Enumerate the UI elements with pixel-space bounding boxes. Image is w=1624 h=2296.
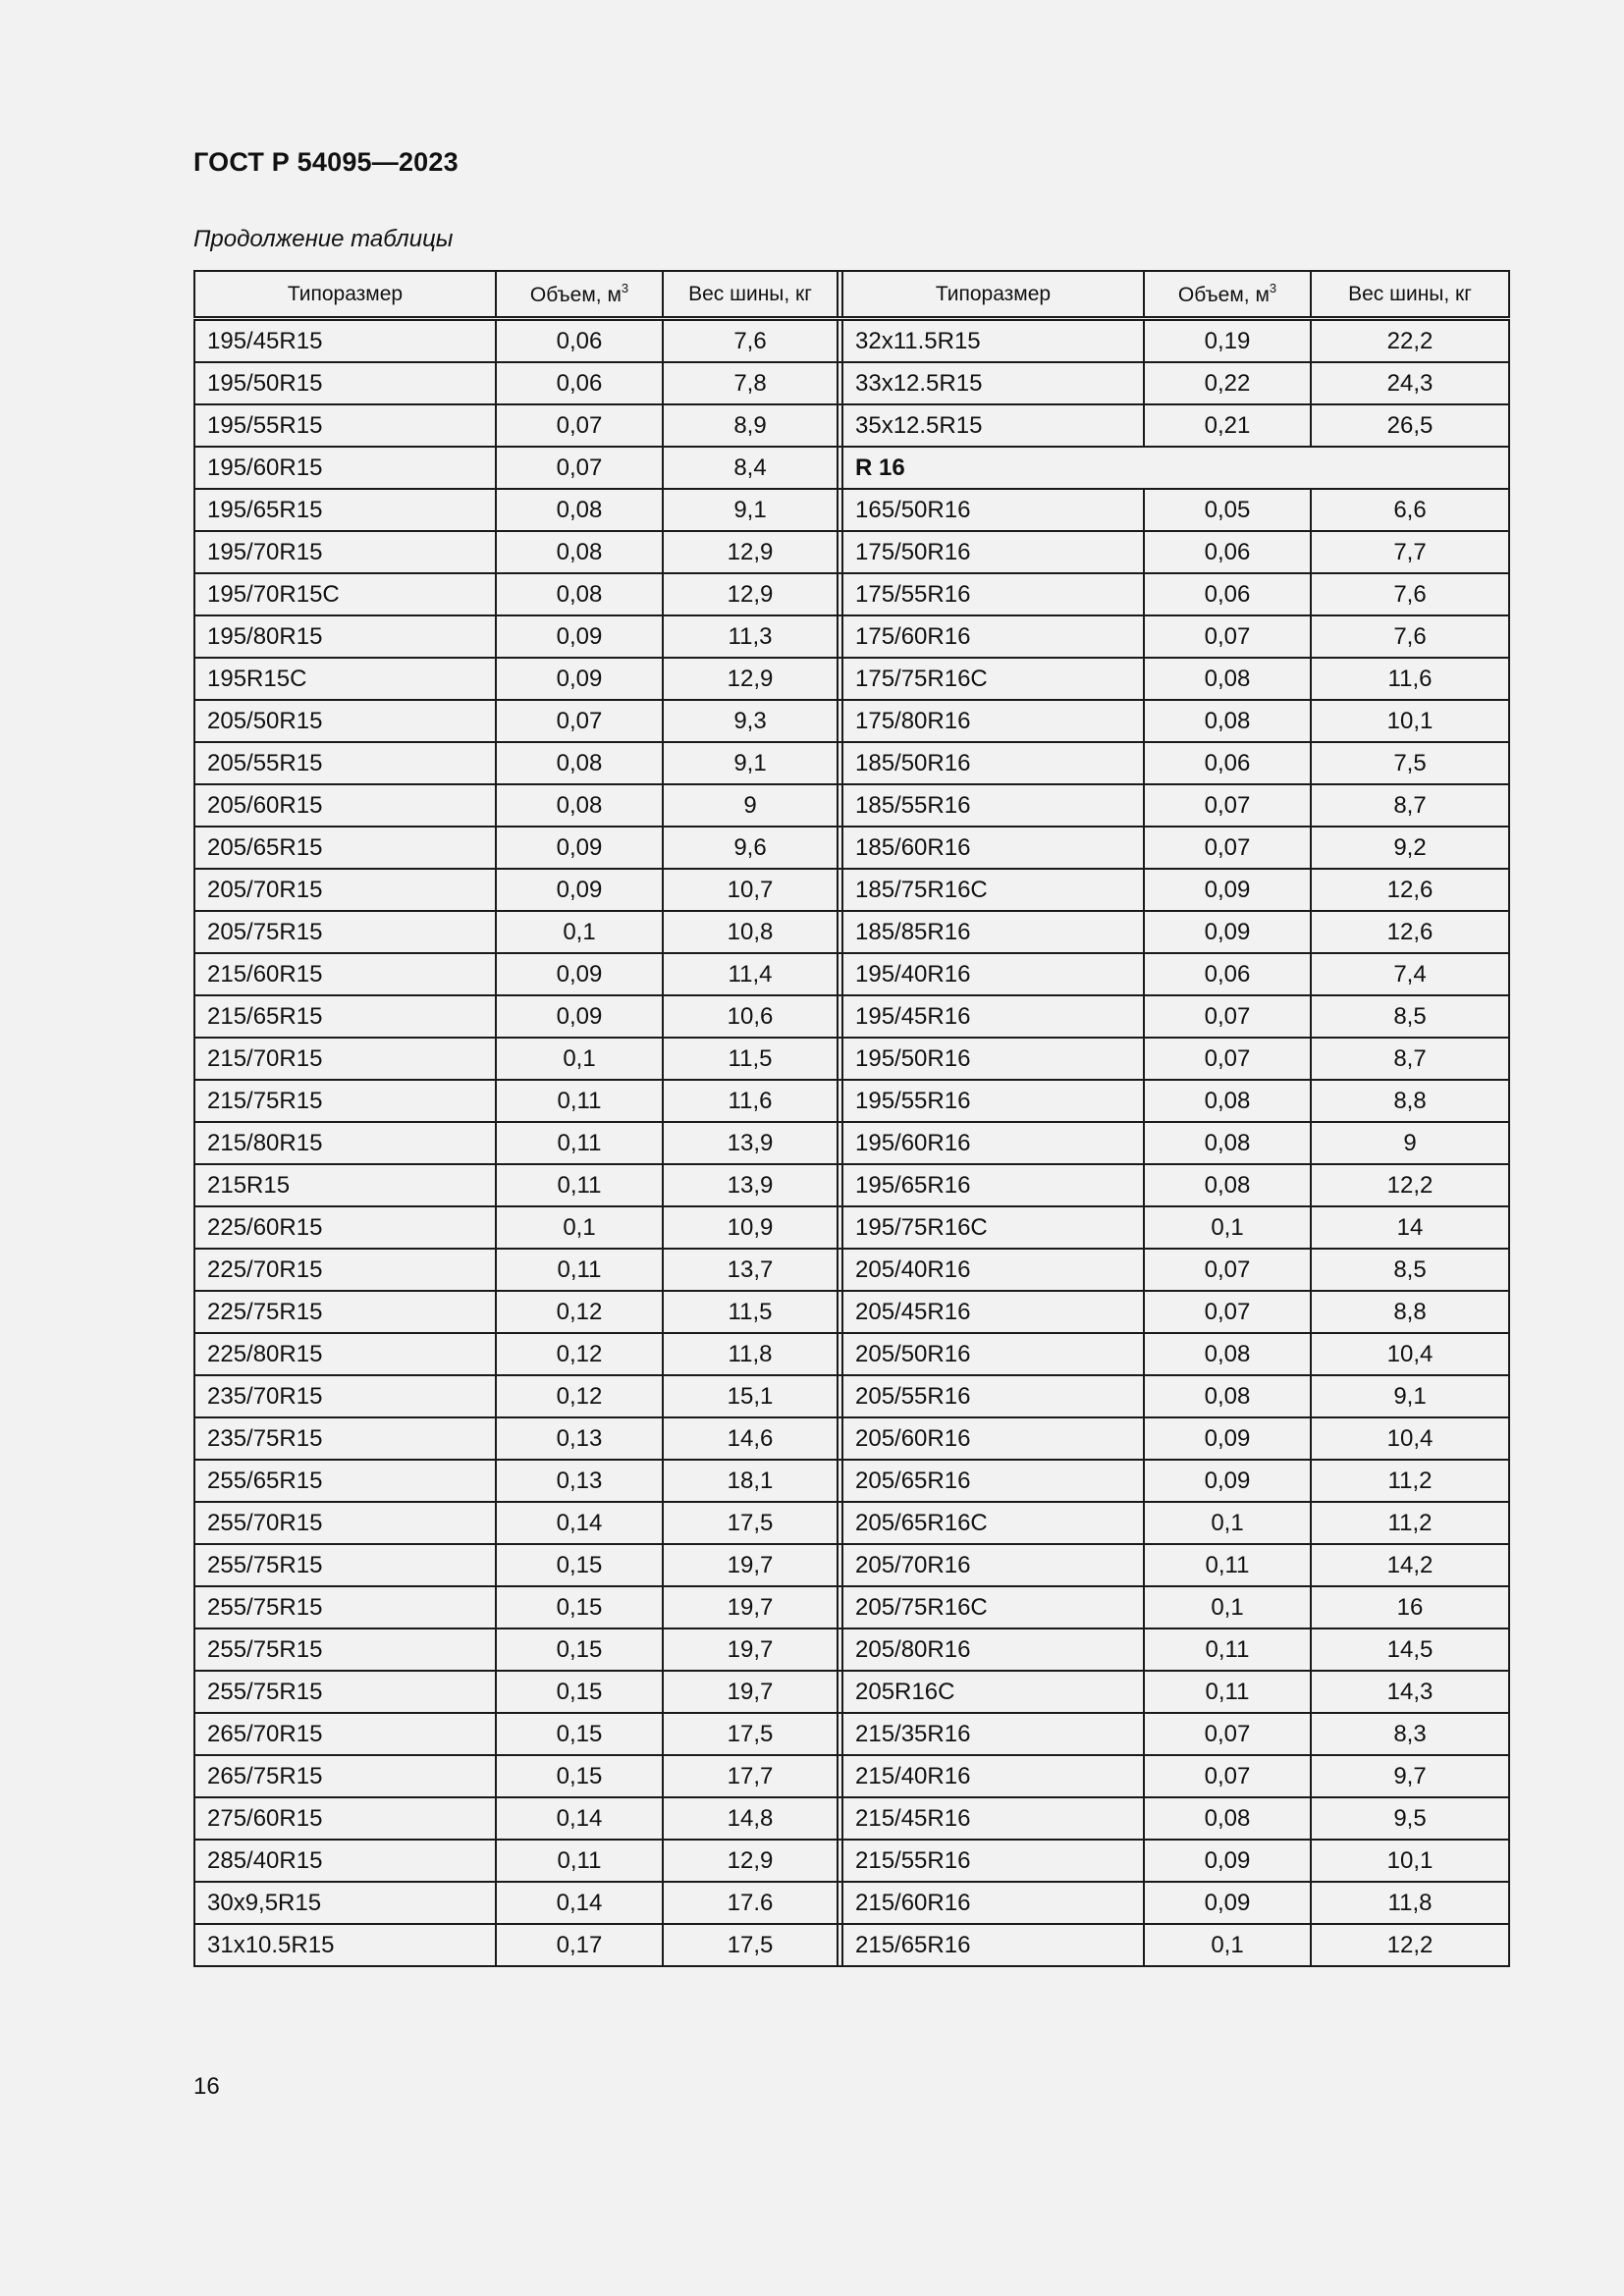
volume-cell: 0,14: [496, 1797, 663, 1840]
table-row: [194, 1840, 1509, 1882]
table-row: [194, 362, 1509, 404]
weight-cell: 14,8: [663, 1797, 838, 1840]
volume-cell: 0,09: [1144, 869, 1311, 911]
tire-size-cell: 31x10.5R15: [194, 1924, 496, 1966]
tire-size-cell: 255/75R15: [194, 1629, 496, 1671]
table-row: [194, 1080, 1509, 1122]
volume-cell: 0,1: [1144, 1586, 1311, 1629]
weight-cell: 8,8: [1311, 1080, 1509, 1122]
volume-cell: 0,06: [1144, 953, 1311, 995]
volume-cell: 0,14: [496, 1502, 663, 1544]
tire-size-cell: 30x9,5R15: [194, 1882, 496, 1924]
volume-cell: 0,12: [496, 1375, 663, 1417]
tire-size-cell: 165/50R16: [842, 489, 1144, 531]
table-row: [194, 319, 1509, 363]
document-title: ГОСТ Р 54095—2023: [193, 147, 459, 177]
header-weight-left: Вес шины, кг: [663, 271, 838, 319]
volume-cell: 0,09: [1144, 1417, 1311, 1460]
weight-cell: 17,7: [663, 1755, 838, 1797]
weight-cell: 19,7: [663, 1629, 838, 1671]
volume-cell: 0,07: [1144, 1249, 1311, 1291]
volume-cell: 0,1: [1144, 1206, 1311, 1249]
tire-size-cell: 205/65R16: [842, 1460, 1144, 1502]
tire-size-cell: 175/75R16C: [842, 658, 1144, 700]
volume-cell: 0,07: [1144, 615, 1311, 658]
tire-size-cell: 215/35R16: [842, 1713, 1144, 1755]
table-row: [194, 404, 1509, 447]
weight-cell: 14,6: [663, 1417, 838, 1460]
tire-size-cell: 175/55R16: [842, 573, 1144, 615]
weight-cell: 12,9: [663, 531, 838, 573]
weight-cell: 11,5: [663, 1291, 838, 1333]
weight-cell: 9,1: [663, 489, 838, 531]
weight-cell: 14: [1311, 1206, 1509, 1249]
volume-cell: 0,09: [1144, 1460, 1311, 1502]
volume-cell: 0,09: [496, 658, 663, 700]
weight-cell: 12,6: [1311, 869, 1509, 911]
table-row: [194, 827, 1509, 869]
weight-cell: 8,5: [1311, 995, 1509, 1038]
table-row: [194, 489, 1509, 531]
weight-cell: 12,9: [663, 658, 838, 700]
tire-size-cell: 205/75R15: [194, 911, 496, 953]
volume-cell: 0,07: [1144, 827, 1311, 869]
tire-size-cell: 205/50R16: [842, 1333, 1144, 1375]
volume-cell: 0,08: [496, 489, 663, 531]
weight-cell: 11,8: [1311, 1882, 1509, 1924]
tire-size-cell: 195/65R16: [842, 1164, 1144, 1206]
tire-size-cell: 255/65R15: [194, 1460, 496, 1502]
table-row: [194, 784, 1509, 827]
table-row: [194, 911, 1509, 953]
tire-size-cell: 215/60R15: [194, 953, 496, 995]
volume-cell: 0,13: [496, 1417, 663, 1460]
weight-cell: 8,9: [663, 404, 838, 447]
weight-cell: 26,5: [1311, 404, 1509, 447]
weight-cell: 10,1: [1311, 1840, 1509, 1882]
volume-cell: 0,1: [1144, 1502, 1311, 1544]
tire-size-cell: 205/60R16: [842, 1417, 1144, 1460]
volume-cell: 0,09: [1144, 1882, 1311, 1924]
tire-size-cell: 255/75R15: [194, 1586, 496, 1629]
volume-cell: 0,08: [1144, 658, 1311, 700]
weight-cell: 8,7: [1311, 1038, 1509, 1080]
tire-size-cell: 195/45R15: [194, 319, 496, 363]
volume-cell: 0,07: [496, 700, 663, 742]
volume-cell: 0,15: [496, 1629, 663, 1671]
volume-cell: 0,09: [1144, 1840, 1311, 1882]
weight-cell: 7,5: [1311, 742, 1509, 784]
table-row: [194, 1460, 1509, 1502]
weight-cell: 13,9: [663, 1122, 838, 1164]
weight-cell: 6,6: [1311, 489, 1509, 531]
weight-cell: 15,1: [663, 1375, 838, 1417]
volume-cell: 0,1: [496, 911, 663, 953]
volume-cell: 0,06: [1144, 531, 1311, 573]
tire-size-cell: 205/70R15: [194, 869, 496, 911]
table-continuation-label: Продолжение таблицы: [193, 226, 454, 252]
weight-cell: 14,2: [1311, 1544, 1509, 1586]
page-number: 16: [193, 2073, 220, 2100]
tire-size-cell: 195/80R15: [194, 615, 496, 658]
weight-cell: 8,5: [1311, 1249, 1509, 1291]
weight-cell: 10,8: [663, 911, 838, 953]
weight-cell: 12,9: [663, 573, 838, 615]
weight-cell: 9,6: [663, 827, 838, 869]
table-row: [194, 1755, 1509, 1797]
tire-size-cell: 175/50R16: [842, 531, 1144, 573]
table-row: [194, 995, 1509, 1038]
volume-cell: 0,15: [496, 1671, 663, 1713]
tire-size-cell: 215/70R15: [194, 1038, 496, 1080]
table-row: [194, 1629, 1509, 1671]
tire-size-cell: 185/75R16C: [842, 869, 1144, 911]
weight-cell: 10,4: [1311, 1417, 1509, 1460]
tire-size-cell: 205/70R16: [842, 1544, 1144, 1586]
volume-cell: 0,08: [1144, 1375, 1311, 1417]
tire-size-cell: 205/40R16: [842, 1249, 1144, 1291]
tire-size-cell: 175/60R16: [842, 615, 1144, 658]
volume-cell: 0,12: [496, 1291, 663, 1333]
volume-cell: 0,08: [496, 742, 663, 784]
tire-size-cell: 205/45R16: [842, 1291, 1144, 1333]
volume-cell: 0,09: [496, 869, 663, 911]
weight-cell: 16: [1311, 1586, 1509, 1629]
weight-cell: 19,7: [663, 1544, 838, 1586]
weight-cell: 9,2: [1311, 827, 1509, 869]
volume-cell: 0,19: [1144, 319, 1311, 363]
table-row: [194, 1164, 1509, 1206]
table-row: [194, 953, 1509, 995]
weight-cell: 11,6: [1311, 658, 1509, 700]
volume-cell: 0,09: [496, 615, 663, 658]
volume-cell: 0,11: [496, 1249, 663, 1291]
volume-cell: 0,05: [1144, 489, 1311, 531]
tire-size-cell: 225/75R15: [194, 1291, 496, 1333]
volume-cell: 0,14: [496, 1882, 663, 1924]
volume-cell: 0,1: [496, 1206, 663, 1249]
weight-cell: 9: [1311, 1122, 1509, 1164]
tire-size-cell: 225/80R15: [194, 1333, 496, 1375]
tire-size-cell: 195/50R15: [194, 362, 496, 404]
weight-cell: 14,3: [1311, 1671, 1509, 1713]
weight-cell: 10,1: [1311, 700, 1509, 742]
tire-size-cell: 205/55R16: [842, 1375, 1144, 1417]
weight-cell: 11,8: [663, 1333, 838, 1375]
weight-cell: 17,5: [663, 1502, 838, 1544]
tire-size-cell: 225/70R15: [194, 1249, 496, 1291]
table-row: [194, 615, 1509, 658]
table-row: [194, 1544, 1509, 1586]
header-weight-right: Вес шины, кг: [1311, 271, 1509, 319]
tire-size-cell: 175/80R16: [842, 700, 1144, 742]
volume-cell: 0,08: [1144, 1333, 1311, 1375]
weight-cell: 13,9: [663, 1164, 838, 1206]
volume-cell: 0,06: [1144, 573, 1311, 615]
weight-cell: 11,2: [1311, 1502, 1509, 1544]
table-row: [194, 1206, 1509, 1249]
volume-cell: 0,08: [1144, 1164, 1311, 1206]
tire-size-cell: 195/55R15: [194, 404, 496, 447]
table-row: [194, 700, 1509, 742]
weight-cell: 17,5: [663, 1713, 838, 1755]
volume-cell: 0,13: [496, 1460, 663, 1502]
weight-cell: 11,5: [663, 1038, 838, 1080]
weight-cell: 7,4: [1311, 953, 1509, 995]
header-volume-right: Объем, $м^3$: [1144, 271, 1311, 319]
tire-size-cell: 215/65R15: [194, 995, 496, 1038]
weight-cell: 9,5: [1311, 1797, 1509, 1840]
volume-cell: 0,11: [1144, 1544, 1311, 1586]
weight-cell: 11,4: [663, 953, 838, 995]
weight-cell: 8,3: [1311, 1713, 1509, 1755]
weight-cell: 8,7: [1311, 784, 1509, 827]
tire-size-cell: 255/70R15: [194, 1502, 496, 1544]
tire-size-cell: 215/45R16: [842, 1797, 1144, 1840]
volume-cell: 0,07: [1144, 1038, 1311, 1080]
weight-cell: 12,2: [1311, 1924, 1509, 1966]
volume-cell: 0,09: [496, 953, 663, 995]
weight-cell: 10,9: [663, 1206, 838, 1249]
volume-cell: 0,09: [496, 995, 663, 1038]
volume-cell: 0,22: [1144, 362, 1311, 404]
tire-size-cell: 235/75R15: [194, 1417, 496, 1460]
weight-cell: 7,6: [1311, 573, 1509, 615]
table-row: [194, 1333, 1509, 1375]
tire-size-cell: 195/65R15: [194, 489, 496, 531]
weight-cell: 9,7: [1311, 1755, 1509, 1797]
tire-size-cell: 275/60R15: [194, 1797, 496, 1840]
volume-cell: 0,11: [496, 1840, 663, 1882]
tire-size-cell: 195/55R16: [842, 1080, 1144, 1122]
volume-cell: 0,11: [1144, 1629, 1311, 1671]
tire-size-cell: 215R15: [194, 1164, 496, 1206]
tire-size-cell: 195/75R16C: [842, 1206, 1144, 1249]
table-header-row: [194, 271, 1509, 319]
tire-size-cell: 32x11.5R15: [842, 319, 1144, 363]
volume-cell: 0,08: [496, 784, 663, 827]
table-row: [194, 658, 1509, 700]
weight-cell: 12,9: [663, 1840, 838, 1882]
tire-size-cell: 185/50R16: [842, 742, 1144, 784]
tire-size-cell: 185/85R16: [842, 911, 1144, 953]
tire-size-cell: 265/70R15: [194, 1713, 496, 1755]
table-row: [194, 1417, 1509, 1460]
weight-cell: 14,5: [1311, 1629, 1509, 1671]
tire-size-cell: 195/70R15: [194, 531, 496, 573]
volume-cell: 0,08: [496, 531, 663, 573]
volume-cell: 0,08: [496, 573, 663, 615]
tire-size-table: [193, 270, 1510, 1967]
tire-size-cell: 215/75R15: [194, 1080, 496, 1122]
volume-cell: 0,12: [496, 1333, 663, 1375]
table-row: [194, 447, 1509, 489]
tire-size-cell: 185/55R16: [842, 784, 1144, 827]
table-row: [194, 1586, 1509, 1629]
table-row: [194, 1249, 1509, 1291]
header-size-right: Типоразмер: [842, 271, 1144, 319]
weight-cell: 19,7: [663, 1671, 838, 1713]
tire-size-cell: 285/40R15: [194, 1840, 496, 1882]
tire-size-cell: 265/75R15: [194, 1755, 496, 1797]
tire-size-cell: 195/70R15C: [194, 573, 496, 615]
weight-cell: 12,2: [1311, 1164, 1509, 1206]
tire-size-cell: 185/60R16: [842, 827, 1144, 869]
tire-size-cell: 195/60R15: [194, 447, 496, 489]
volume-cell: 0,06: [1144, 742, 1311, 784]
header-volume-left: Объем, $м^3$: [496, 271, 663, 319]
tire-size-cell: 255/75R15: [194, 1544, 496, 1586]
volume-cell: 0,15: [496, 1544, 663, 1586]
tire-size-cell: 35x12.5R15: [842, 404, 1144, 447]
volume-cell: 0,09: [1144, 911, 1311, 953]
tire-size-cell: 195/50R16: [842, 1038, 1144, 1080]
weight-cell: 13,7: [663, 1249, 838, 1291]
volume-cell: 0,09: [496, 827, 663, 869]
weight-cell: 17.6: [663, 1882, 838, 1924]
tire-size-cell: 205/55R15: [194, 742, 496, 784]
weight-cell: 7,6: [663, 319, 838, 363]
volume-cell: 0,08: [1144, 1797, 1311, 1840]
tire-size-cell: 205/65R15: [194, 827, 496, 869]
table-row: [194, 573, 1509, 615]
tire-size-cell: 205/80R16: [842, 1629, 1144, 1671]
volume-cell: 0,11: [496, 1122, 663, 1164]
weight-cell: 9,1: [663, 742, 838, 784]
weight-cell: 22,2: [1311, 319, 1509, 363]
volume-cell: 0,11: [496, 1080, 663, 1122]
header-size-left: Типоразмер: [194, 271, 496, 319]
weight-cell: 9,3: [663, 700, 838, 742]
volume-cell: 0,15: [496, 1755, 663, 1797]
volume-cell: 0,06: [496, 319, 663, 363]
weight-cell: 9,1: [1311, 1375, 1509, 1417]
tire-size-cell: 205/75R16C: [842, 1586, 1144, 1629]
table-row: [194, 1882, 1509, 1924]
weight-cell: 11,3: [663, 615, 838, 658]
weight-cell: 9: [663, 784, 838, 827]
table-row: [194, 1038, 1509, 1080]
volume-cell: 0,08: [1144, 1080, 1311, 1122]
table-row: [194, 1924, 1509, 1966]
volume-cell: 0,15: [496, 1713, 663, 1755]
volume-cell: 0,1: [496, 1038, 663, 1080]
volume-cell: 0,07: [496, 404, 663, 447]
volume-cell: 0,07: [496, 447, 663, 489]
weight-cell: 19,7: [663, 1586, 838, 1629]
volume-cell: 0,08: [1144, 700, 1311, 742]
tire-size-cell: 195/45R16: [842, 995, 1144, 1038]
tire-size-cell: 215/40R16: [842, 1755, 1144, 1797]
volume-cell: 0,07: [1144, 1713, 1311, 1755]
weight-cell: 17,5: [663, 1924, 838, 1966]
weight-cell: 7,8: [663, 362, 838, 404]
weight-cell: 8,8: [1311, 1291, 1509, 1333]
table-row: [194, 1713, 1509, 1755]
weight-cell: 7,7: [1311, 531, 1509, 573]
table-body: [194, 319, 1509, 1967]
volume-cell: 0,07: [1144, 784, 1311, 827]
volume-cell: 0,21: [1144, 404, 1311, 447]
tire-size-cell: 215/55R16: [842, 1840, 1144, 1882]
volume-cell: 0,11: [1144, 1671, 1311, 1713]
volume-cell: 0,08: [1144, 1122, 1311, 1164]
tire-size-cell: 215/60R16: [842, 1882, 1144, 1924]
table-row: [194, 1502, 1509, 1544]
table-row: [194, 742, 1509, 784]
tire-size-cell: 33x12.5R15: [842, 362, 1144, 404]
tire-size-cell: 215/80R15: [194, 1122, 496, 1164]
volume-cell: 0,1: [1144, 1924, 1311, 1966]
weight-cell: 24,3: [1311, 362, 1509, 404]
table-row: [194, 1375, 1509, 1417]
table-row: [194, 1122, 1509, 1164]
weight-cell: 8,4: [663, 447, 838, 489]
tire-size-cell: 215/65R16: [842, 1924, 1144, 1966]
tire-size-cell: 235/70R15: [194, 1375, 496, 1417]
tire-size-cell: 205/50R15: [194, 700, 496, 742]
tire-size-cell: 195R15C: [194, 658, 496, 700]
weight-cell: 11,6: [663, 1080, 838, 1122]
tire-size-cell: 205/60R15: [194, 784, 496, 827]
tire-size-cell: 205R16C: [842, 1671, 1144, 1713]
volume-cell: 0,17: [496, 1924, 663, 1966]
volume-cell: 0,15: [496, 1586, 663, 1629]
volume-cell: 0,07: [1144, 1291, 1311, 1333]
volume-cell: 0,07: [1144, 1755, 1311, 1797]
tire-size-cell: 195/40R16: [842, 953, 1144, 995]
weight-cell: 10,6: [663, 995, 838, 1038]
weight-cell: 11,2: [1311, 1460, 1509, 1502]
table-row: [194, 531, 1509, 573]
table-row: [194, 1291, 1509, 1333]
table-row: [194, 1797, 1509, 1840]
tire-size-cell: 195/60R16: [842, 1122, 1144, 1164]
weight-cell: 10,7: [663, 869, 838, 911]
section-heading-cell: R 16: [842, 447, 1509, 489]
weight-cell: 12,6: [1311, 911, 1509, 953]
weight-cell: 10,4: [1311, 1333, 1509, 1375]
volume-cell: 0,07: [1144, 995, 1311, 1038]
weight-cell: 18,1: [663, 1460, 838, 1502]
tire-size-cell: 205/65R16C: [842, 1502, 1144, 1544]
weight-cell: 7,6: [1311, 615, 1509, 658]
table-row: [194, 869, 1509, 911]
volume-cell: 0,11: [496, 1164, 663, 1206]
tire-size-cell: 225/60R15: [194, 1206, 496, 1249]
tire-size-cell: 255/75R15: [194, 1671, 496, 1713]
volume-cell: 0,06: [496, 362, 663, 404]
table-row: [194, 1671, 1509, 1713]
